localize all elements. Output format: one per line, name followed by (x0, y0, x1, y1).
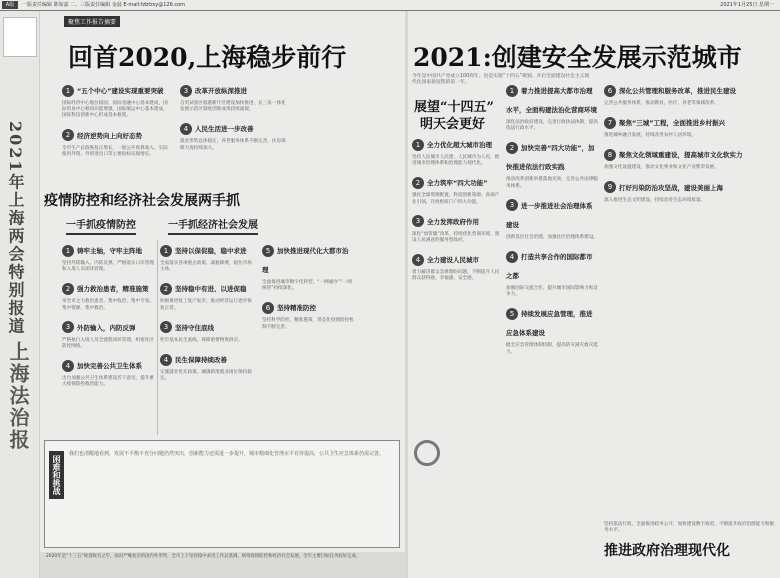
item-title: 聚焦文化领域重建设，提高城市文化软实力 (619, 151, 743, 160)
item-body: 全面推进城市数字化转型，“一网通办”“一网统管”持续深化。 (262, 280, 352, 292)
item-body: 加强文化设施建设，推动文化事业和文化产业繁荣发展。 (604, 165, 719, 171)
article-block (180, 80, 288, 113)
item-body: 深入推进生态文明建设，持续改善生态环境质量。 (604, 197, 706, 203)
item-title: 坚持精准防控 (277, 304, 316, 313)
item-body: 严格执行入境人员全流程闭环管理，织密社区防控网络。 (62, 337, 154, 350)
article-block (412, 134, 500, 167)
article-block (160, 278, 255, 311)
item-body: 坚持科学防控、精准施策，常态化疫情防控机制不断完善。 (262, 318, 354, 330)
article-block (62, 355, 154, 388)
item-body: 全市生产总值恢复正增长，一般公共预算收入、实际使用外资、外贸进出口等主要指标实现增长。 (62, 145, 168, 157)
item-body: 坚持外防输入、内防反弹，严格落实口岸管理和入境人员闭环管理。 (62, 261, 154, 273)
item-number: 4 (412, 254, 424, 266)
item-number: 4 (160, 354, 172, 366)
article-block (62, 125, 172, 158)
item-title: 强力救治患者，精准施策 (77, 285, 149, 294)
issue-date: 2021年1月25日 星期一 (720, 2, 774, 8)
item-body: 举全市之力救治患者，集中收治、集中专家、集中资源、集中救治。 (62, 299, 154, 311)
article-block (506, 303, 598, 355)
item-body: 国际经济中心地位稳固，国际金融中心基本建成，国际贸易中心枢纽功能增强，国际航运中心基本建成，国际科技创新中心形成基本框架。 (62, 101, 168, 119)
challenges-label: 困难和挑战 (49, 451, 64, 499)
item-title: 加快推进现代化大都市治理 (262, 247, 349, 274)
item-body: 兜牢基本民生底线，保障重要物资供应。 (160, 337, 243, 343)
article-block (604, 112, 774, 139)
item-body: 推动改革创新举措落地见效，完善公共法律服务体系。 (506, 177, 598, 189)
sub-left-title: 一手抓疫情防控 (66, 216, 136, 235)
spine-column (0, 11, 40, 578)
article-block (604, 80, 774, 107)
article-block (160, 349, 255, 382)
item-body: 实施就业优先政策，城镇新增就业岗位保持稳定。 (160, 370, 252, 382)
left-footer (40, 552, 405, 578)
section-tag: 聚焦工作报告摘要 (64, 16, 120, 27)
item-title: 坚持稳中有进、以进促稳 (175, 285, 247, 294)
item-number: 3 (506, 199, 518, 211)
epidemic-title: 疫情防控和经济社会发展两手抓 (44, 193, 240, 209)
item-title: 打好污染防治攻坚战，建设美丽上海 (619, 183, 723, 192)
left-col-4 (160, 240, 255, 440)
article-block (180, 118, 288, 151)
item-title: 加快完善公共卫生体系 (77, 362, 142, 371)
item-number: 3 (160, 321, 172, 333)
outlook-title: 展望“十四五” (414, 100, 494, 115)
item-number: 5 (262, 245, 274, 257)
spine-masthead: 上海法治报 (6, 341, 30, 451)
item-number: 2 (62, 129, 74, 141)
item-title: 全力优化超大城市治理 (427, 141, 492, 149)
challenges-text: 我们也清醒地看到，发展不平衡不充分问题仍然突出，创新能力还需进一步提升，城市精细化管理水平有待提高，公共卫生应急体系仍需完善。 (69, 451, 385, 457)
item-title: 铸牢主轴，守牢主阵地 (77, 247, 142, 255)
article-block (604, 144, 774, 171)
item-title: 持续发展应急管理，推进应急体系建设 (506, 310, 593, 338)
item-number: 3 (62, 321, 74, 333)
article-block (262, 297, 354, 330)
item-number: 1 (62, 85, 74, 97)
item-body: 着力解决群众急难愁盼问题，不断提升人民群众获得感、幸福感、安全感。 (412, 270, 500, 282)
item-title: 着力推进提高大都市治理水平，全面构建法治化营商环境 (506, 87, 597, 114)
item-title: 聚焦“三城”工程，全面推进乡村振兴 (619, 119, 726, 128)
right-col-C (604, 80, 774, 380)
spine-tag-box (3, 17, 37, 57)
col-divider (157, 240, 158, 435)
left-col-2 (180, 80, 288, 195)
item-title: 改革开放纵深推进 (195, 87, 247, 95)
item-number: 6 (604, 85, 616, 97)
item-number: 2 (62, 283, 74, 295)
item-number: 4 (62, 360, 74, 372)
item-title: 全力发挥政府作用 (427, 217, 479, 226)
item-title: 打造共享合作的国际都市之都 (506, 253, 593, 281)
article-block (62, 240, 154, 273)
item-title: 外防输入，内防反弹 (77, 323, 136, 332)
item-title: 全力筑牢“四大功能” (427, 179, 488, 188)
item-number: 4 (506, 251, 518, 263)
right-headline: 2021:创建安全发展示范城市 (413, 43, 742, 72)
left-col-5 (262, 240, 354, 440)
editor-info: 一版责任编辑 陈如嘉 二、三版责任编辑 金晨 E-mail:fzbfzsy@126.com (22, 2, 186, 8)
item-number: 1 (412, 139, 424, 151)
item-title: 人民生活进一步改善 (195, 125, 254, 134)
item-number: 3 (180, 85, 192, 97)
governance-text: 坚持依法行政，全面推进政务公开，加快建设数字政府，不断提升政府治理能力和服务水平。 (604, 522, 774, 534)
item-number: 8 (604, 149, 616, 161)
article-block (506, 80, 598, 132)
article-block (160, 240, 255, 273)
right-col-A (412, 134, 500, 434)
item-title: 坚持守住底线 (175, 323, 214, 332)
item-body: 加强国际交流合作，提升城市国际影响力和竞争力。 (506, 286, 598, 298)
item-number: 2 (160, 283, 172, 295)
spine-special-report: 2021年上海两会特别报道 (6, 121, 25, 336)
item-number: 3 (412, 215, 424, 227)
article-block (62, 80, 172, 120)
article-block (506, 246, 598, 298)
right-col-B (506, 80, 598, 550)
item-body: 强化全球资源配置、科技创新策源、高端产业引领、开放枢纽门户四大功能。 (412, 193, 500, 205)
page-header (0, 0, 780, 10)
item-title: 坚持以保促稳，稳中求进 (175, 247, 247, 255)
article-block (412, 172, 500, 205)
item-body: 自贸试验区临港新片区建设加快推进，长三角一体化发展示范区制度创新成果持续涌现。 (180, 101, 286, 113)
item-body: 健全应急管理体制机制，提高防灾减灾救灾能力。 (506, 343, 598, 355)
item-body: 全面落实各项惠企政策，减税降费，稳住市场主体。 (160, 261, 252, 273)
item-number: 6 (262, 302, 274, 314)
item-body: 积极推进复工复产复市，推动经济运行逐步恢复正常。 (160, 299, 252, 311)
left-col-1 (62, 80, 172, 195)
item-title: 深化公共管理和服务改革，推进民生建设 (619, 87, 736, 95)
page-gutter (405, 11, 408, 578)
challenges-box (44, 440, 400, 548)
sub-right-title: 一手抓经济社会发展 (168, 216, 258, 235)
item-body: 创新基层社会治理，加强社区治理体系建设。 (506, 234, 598, 240)
item-title: 民生保障持续改善 (175, 356, 227, 365)
item-title: “五个中心”建设实现重要突破 (77, 87, 164, 95)
left-col-3 (62, 240, 154, 440)
left-headline: 回首2020,上海稳步前行 (68, 43, 347, 72)
item-body: 完善公共服务体系，推动教育、医疗、养老等领域改革。 (604, 101, 719, 106)
article-block (506, 195, 598, 241)
item-number: 2 (506, 142, 518, 154)
item-number: 7 (604, 117, 616, 129)
decorative-ring (414, 440, 440, 466)
item-body: 就业形势总体稳定，养老服务体系不断完善，住房保障力度持续加大。 (180, 139, 286, 151)
article-block (62, 278, 154, 311)
article-block (412, 211, 500, 244)
article-block (604, 177, 774, 204)
article-block (262, 240, 354, 292)
article-block (506, 137, 598, 189)
footer-text: 2020年是“十三五”规划收官之年，面对严峻复杂的国内外形势，全市上下坚持稳中求进工作总基调，统筹疫情防控和经济社会发展，全年主要目标任务较好完成。 (46, 554, 361, 559)
item-title: 加快完善“四大功能”，加快推进依法行政实践 (506, 144, 595, 172)
item-body: 坚持人民城市人民建、人民城市为人民，推进城市治理体系和治理能力现代化。 (412, 155, 500, 167)
item-body: 深化“放管服”改革，持续优化营商环境，建设人民满意的服务型政府。 (412, 231, 500, 244)
item-body: 出台加强公共卫生体系建设若干意见，提升重大疫情防控救治能力。 (62, 376, 154, 388)
item-number: 5 (506, 308, 518, 320)
item-body: 推进城乡融合发展，持续改善农村人居环境。 (604, 133, 696, 139)
article-block (62, 317, 154, 350)
governance-title: 推进政府治理现代化 (604, 543, 730, 559)
article-block (412, 249, 500, 282)
item-number: 1 (506, 85, 518, 97)
header-rule (0, 10, 780, 11)
item-number: 2 (412, 177, 424, 189)
item-title: 经济逆势向上向好态势 (77, 131, 142, 140)
outlook-title-2: 明天会更好 (420, 117, 486, 132)
item-title: 进一步推进社会治理体系建设 (506, 201, 593, 229)
item-number: 9 (604, 181, 616, 193)
article-block (160, 317, 255, 344)
item-body: 深化法治政府建设，完善行政执法体制，提高依法行政水平。 (506, 120, 598, 132)
item-number: 1 (160, 245, 172, 257)
item-number: 1 (62, 245, 74, 257)
item-number: 4 (180, 123, 192, 135)
right-intro: 今年是中国共产党成立100周年，也是实施“十四五”规划、开启全面建设社会主义现代化国家新征程的第一年。 (412, 74, 590, 86)
newspaper-logo: A版 (2, 1, 18, 9)
item-title: 全力建设人民城市 (427, 256, 479, 265)
